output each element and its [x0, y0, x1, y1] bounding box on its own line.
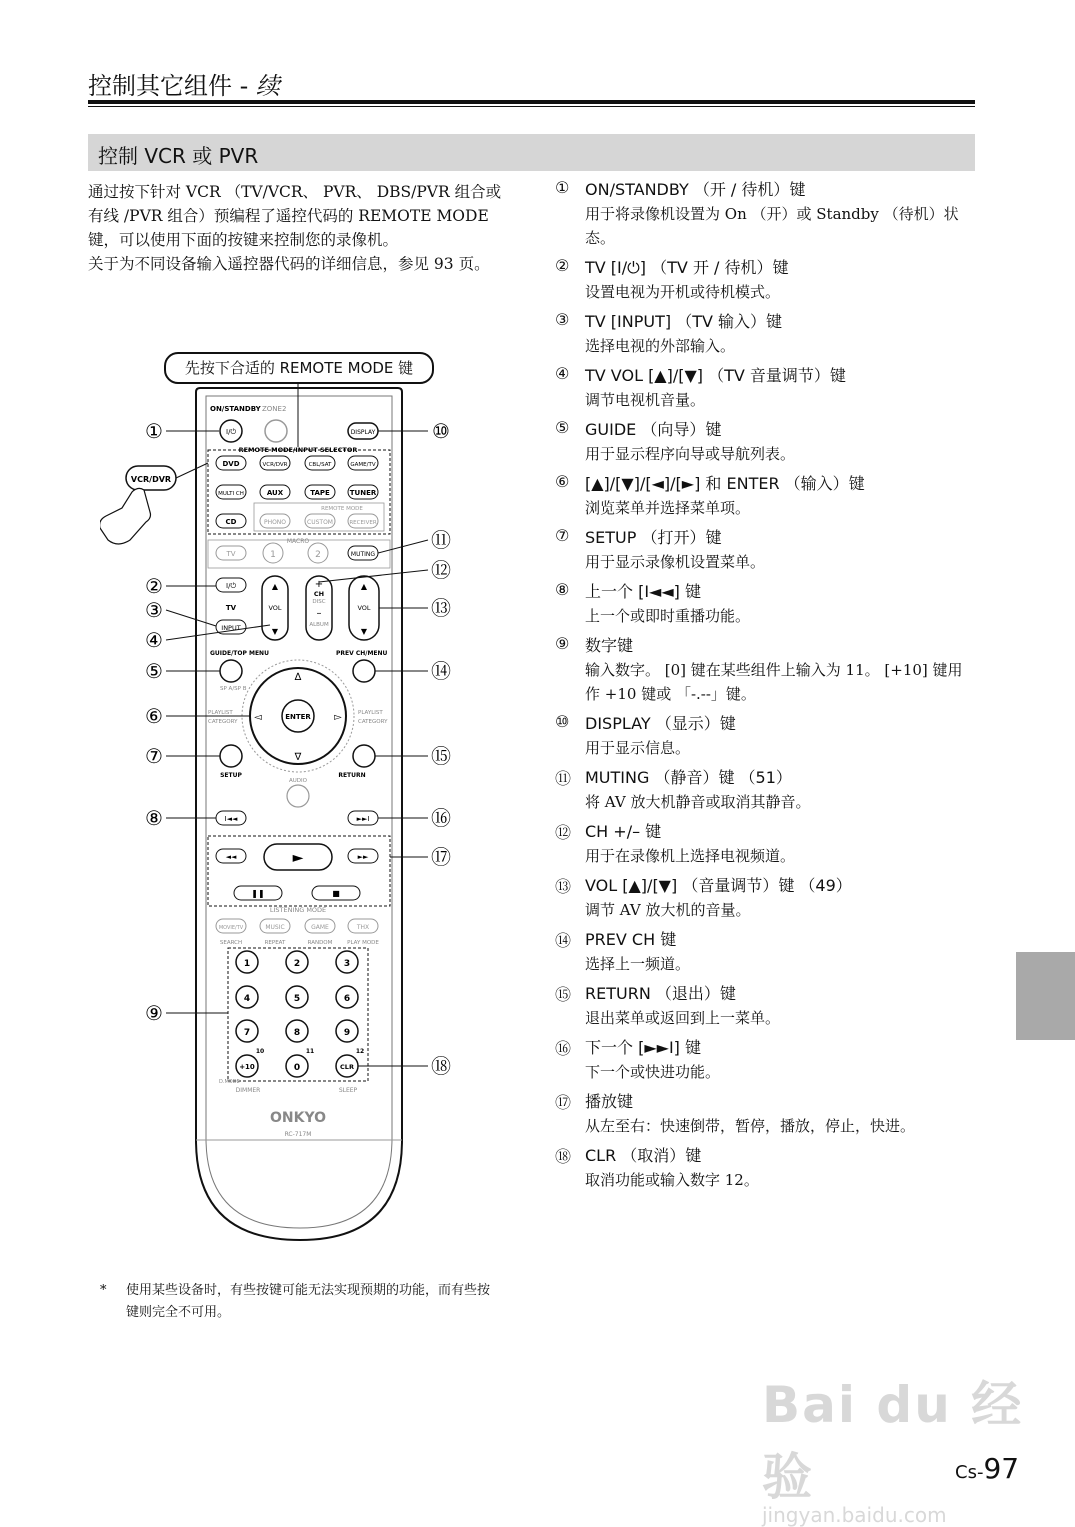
remote-mode-label: REMOTE MODE: [321, 506, 363, 512]
page-header-title: [88, 66, 280, 101]
remote-mode-callout: 先按下合适的 REMOTE MODE 键: [164, 352, 434, 384]
svg-text:PLAYLIST: PLAYLIST: [358, 710, 383, 716]
svg-text:D.MODE: D.MODE: [219, 1079, 240, 1085]
svg-text:DIMMER: DIMMER: [235, 1087, 261, 1094]
svg-text:9: 9: [343, 1028, 351, 1038]
svg-text:PLAYLIST: PLAYLIST: [208, 710, 233, 716]
svg-text:①: ①: [145, 419, 163, 443]
footnote-marker: *: [100, 1283, 107, 1298]
svg-text:■: ■: [332, 889, 340, 898]
remote-illustration: [100, 360, 520, 1250]
intro-paragraph: 关于为不同设备输入遥控器代码的详细信息，参见 93 页。: [88, 255, 490, 273]
list-item: ① ON/STANDBY （开 / 待机）键 用于将录像机设置为 On （开）或 Standby （待机）状态。: [555, 178, 959, 247]
list-item: ⑩ DISPLAY （显示）键 用于显示信息。: [555, 712, 736, 757]
svg-text:VOL: VOL: [357, 604, 371, 612]
svg-text:∆: ∆: [294, 672, 302, 683]
muting-label: MUTING: [350, 551, 376, 558]
svg-text:VCR/DVR: VCR/DVR: [130, 475, 172, 484]
svg-text:⑬: ⑬: [431, 596, 451, 620]
guide-button: [220, 660, 242, 682]
svg-text:0: 0: [293, 1063, 301, 1073]
intro-text: [88, 180, 503, 276]
list-item: ④ TV VOL [▲]/[▼] （TV 音量调节）键 调节电视机音量。: [555, 364, 846, 409]
svg-text:AUDIO: AUDIO: [289, 778, 307, 784]
svg-text:RANDOM: RANDOM: [307, 940, 333, 946]
listening-mode-label: LISTENING MODE: [269, 906, 327, 914]
svg-text:THX: THX: [356, 924, 370, 931]
svg-text:VCR/DVR: VCR/DVR: [262, 462, 288, 468]
zone2-label: ZONE2: [262, 405, 287, 413]
page-num: 97: [983, 1452, 1020, 1485]
list-item: ⑮ RETURN （退出）键 退出菜单或返回到上一菜单。: [555, 984, 781, 1027]
svg-text:SEARCH: SEARCH: [219, 940, 243, 946]
svg-text:◄◄: ◄◄: [225, 853, 237, 861]
list-item: ⑪ MUTING （静音）键 （51） 将 AV 放大机静音或取消其静音。: [555, 768, 811, 811]
header-rule-thin: [88, 106, 975, 107]
hand-icon: [100, 488, 151, 544]
svg-text:4: 4: [243, 994, 251, 1004]
watermark-logo: Bai du 经验: [762, 1376, 1024, 1506]
macro-label: MACRO: [286, 538, 310, 545]
svg-text:CH: CH: [313, 590, 325, 598]
svg-text:∇: ∇: [294, 752, 302, 763]
svg-text:1: 1: [243, 959, 251, 969]
side-thumb-tab: [1016, 952, 1075, 1040]
svg-text:–: –: [316, 608, 322, 619]
page-number: [955, 1452, 1019, 1485]
list-item: ⑨ 数字键 输入数字。 [0] 键在某些组件上输入为 11。 [+10] 键用作 +10 键或 「-.--」键。: [555, 634, 963, 703]
svg-text:▼: ▼: [271, 627, 279, 636]
svg-text:⑧: ⑧: [145, 806, 163, 830]
footnote: [100, 1280, 500, 1324]
list-item: ⑬ VOL [▲]/[▼] （音量调节）键 （49） 调节 AV 放大机的音量。: [555, 876, 852, 919]
svg-text:CD: CD: [225, 518, 237, 526]
svg-text:SETUP: SETUP: [220, 772, 242, 779]
list-item: ⑤ GUIDE （向导）键 用于显示程序向导或导航列表。: [555, 418, 796, 463]
svg-text:▼: ▼: [360, 627, 368, 636]
macro-2-label: 2: [315, 550, 321, 560]
svg-text:ALBUM: ALBUM: [309, 622, 329, 628]
svg-text:REPEAT: REPEAT: [264, 940, 286, 946]
list-item: ⑱ CLR （取消）键 取消功能或输入数字 12。: [555, 1146, 759, 1189]
svg-text:ENTER: ENTER: [285, 713, 311, 721]
svg-text:CATEGORY: CATEGORY: [208, 719, 238, 725]
svg-text:DVD: DVD: [222, 460, 240, 468]
svg-text:⑦: ⑦: [145, 744, 163, 768]
svg-text:MULTI CH: MULTI CH: [218, 491, 244, 497]
on-standby-label: ON/STANDBY: [210, 405, 261, 413]
list-item: ⑥ [▲]/[▼]/[◄]/[►] 和 ENTER （输入）键 浏览菜单并选择菜单项。: [555, 472, 865, 517]
svg-text:10: 10: [255, 1048, 265, 1055]
zone2-button: [265, 420, 287, 442]
svg-text:⑰: ⑰: [431, 845, 451, 869]
guide-label: GUIDE/TOP MENU: [210, 650, 269, 657]
svg-text:8: 8: [293, 1028, 301, 1038]
svg-text:+: +: [314, 579, 324, 590]
prevch-button: [353, 660, 375, 682]
intro-paragraph: 通过按下针对 VCR （TV/VCR、 PVR、 DBS/PVR 组合或有线 /PVR 组合）预编程了遥控代码的 REMOTE MODE 键，可以使用下面的按键来控制您的录像机。: [88, 183, 502, 249]
svg-text:⑤: ⑤: [145, 659, 163, 683]
footnote-text: 使用某些设备时，有些按键可能无法实现预期的功能，而有些按键则完全不可用。: [126, 1283, 491, 1320]
header-continued: 续: [255, 72, 280, 100]
svg-text:MOVIE/TV: MOVIE/TV: [218, 925, 244, 931]
svg-text:RETURN: RETURN: [338, 772, 366, 779]
svg-text:MUSIC: MUSIC: [265, 924, 285, 931]
header-title: 控制其它组件: [88, 72, 232, 100]
svg-text:⑥: ⑥: [145, 704, 163, 728]
header-sep: -: [232, 72, 256, 100]
svg-text:⑮: ⑮: [431, 744, 451, 768]
list-item: ② TV [I/⏻] （TV 开 / 待机）键 设置电视为开机或待机模式。: [555, 256, 789, 301]
svg-text:7: 7: [243, 1028, 251, 1038]
svg-text:RECEIVER: RECEIVER: [349, 520, 377, 526]
svg-text:►►: ►►: [357, 853, 369, 861]
svg-text:I/⏻: I/⏻: [226, 582, 236, 590]
svg-text:DISC: DISC: [312, 599, 326, 605]
svg-text:TAPE: TAPE: [310, 489, 330, 497]
svg-text:►►I: ►►I: [356, 815, 370, 823]
svg-text:②: ②: [145, 574, 163, 598]
svg-text:⑱: ⑱: [431, 1054, 451, 1078]
header-rule-thick: [88, 100, 975, 104]
list-item: ⑫ CH +/– 键 用于在录像机上选择电视频道。: [555, 822, 796, 865]
setup-button: [220, 745, 242, 767]
svg-text:+10: +10: [239, 1063, 255, 1071]
brand-logo: ONKYO: [269, 1110, 327, 1126]
list-item: ⑯ 下一个 [►►I] 键 下一个或快进功能。: [555, 1038, 721, 1081]
return-button: [353, 745, 375, 767]
svg-text:⑯: ⑯: [431, 806, 451, 830]
svg-text:CLR: CLR: [340, 1063, 354, 1071]
svg-text:11: 11: [305, 1048, 315, 1055]
svg-text:❚❚: ❚❚: [251, 889, 265, 898]
svg-text:VOL: VOL: [268, 604, 282, 612]
display-label: DISPLAY: [350, 429, 376, 436]
svg-text:TUNER: TUNER: [349, 489, 377, 497]
svg-text:④: ④: [145, 628, 163, 652]
svg-text:◅: ◅: [254, 712, 262, 723]
list-item: ⑭ PREV CH 键 选择上一频道。: [555, 930, 691, 973]
svg-text:GAME/TV: GAME/TV: [350, 462, 376, 468]
svg-text:⑫: ⑫: [431, 558, 451, 582]
svg-text:AUX: AUX: [266, 489, 284, 497]
tv-label: TV: [225, 604, 237, 612]
prevch-label: PREV CH/MENU: [336, 650, 388, 657]
tv-mode-label: TV: [226, 550, 236, 558]
input-label: INPUT: [221, 624, 241, 632]
list-item: ⑦ SETUP （打开）键 用于显示录像机设置菜单。: [555, 526, 766, 571]
svg-text:⑨: ⑨: [145, 1001, 163, 1025]
svg-text:▲: ▲: [360, 582, 368, 591]
svg-text:2: 2: [293, 959, 301, 969]
power-symbol: I/⏻: [226, 428, 236, 436]
svg-text:⑪: ⑪: [431, 528, 451, 552]
svg-text:③: ③: [145, 598, 163, 622]
svg-text:⑩: ⑩: [432, 419, 450, 443]
list-item: ③ TV [INPUT] （TV 输入）键 选择电视的外部输入。: [555, 310, 783, 355]
svg-text:CUSTOM: CUSTOM: [307, 519, 333, 526]
svg-text:CATEGORY: CATEGORY: [358, 719, 388, 725]
svg-text:▻: ▻: [334, 712, 342, 723]
svg-text:SLEEP: SLEEP: [338, 1087, 358, 1094]
page-prefix: Cs-: [955, 1462, 984, 1483]
svg-text:GAME: GAME: [311, 924, 329, 931]
svg-text:SP A/SP B: SP A/SP B: [220, 686, 247, 692]
svg-text:►: ►: [292, 850, 304, 866]
svg-text:⑭: ⑭: [431, 659, 451, 683]
svg-text:PLAY MODE: PLAY MODE: [347, 940, 379, 946]
svg-text:3: 3: [343, 959, 351, 969]
list-item: ⑧ 上一个 [I◄◄] 键 上一个或即时重播功能。: [555, 580, 751, 625]
svg-text:PHONO: PHONO: [263, 519, 287, 526]
svg-text:5: 5: [293, 994, 301, 1004]
watermark-url: jingyan.baidu.com: [762, 1503, 947, 1527]
svg-text:CBL/SAT: CBL/SAT: [308, 462, 332, 468]
svg-text:12: 12: [355, 1048, 365, 1055]
model-label: RC-717M: [284, 1131, 312, 1138]
watermark: [762, 1365, 1075, 1527]
svg-text:I◄◄: I◄◄: [224, 815, 238, 823]
svg-text:▲: ▲: [271, 582, 279, 591]
macro-1-label: 1: [270, 550, 276, 560]
key-description-list: [555, 178, 975, 1198]
svg-text:6: 6: [343, 994, 351, 1004]
list-item: ⑰ 播放键 从左至右：快速倒带，暂停，播放，停止，快进。: [555, 1092, 916, 1135]
selector-title: REMOTE MODE/INPUT SELECTOR: [238, 446, 358, 454]
section-title: 控制 VCR 或 PVR: [98, 144, 259, 168]
